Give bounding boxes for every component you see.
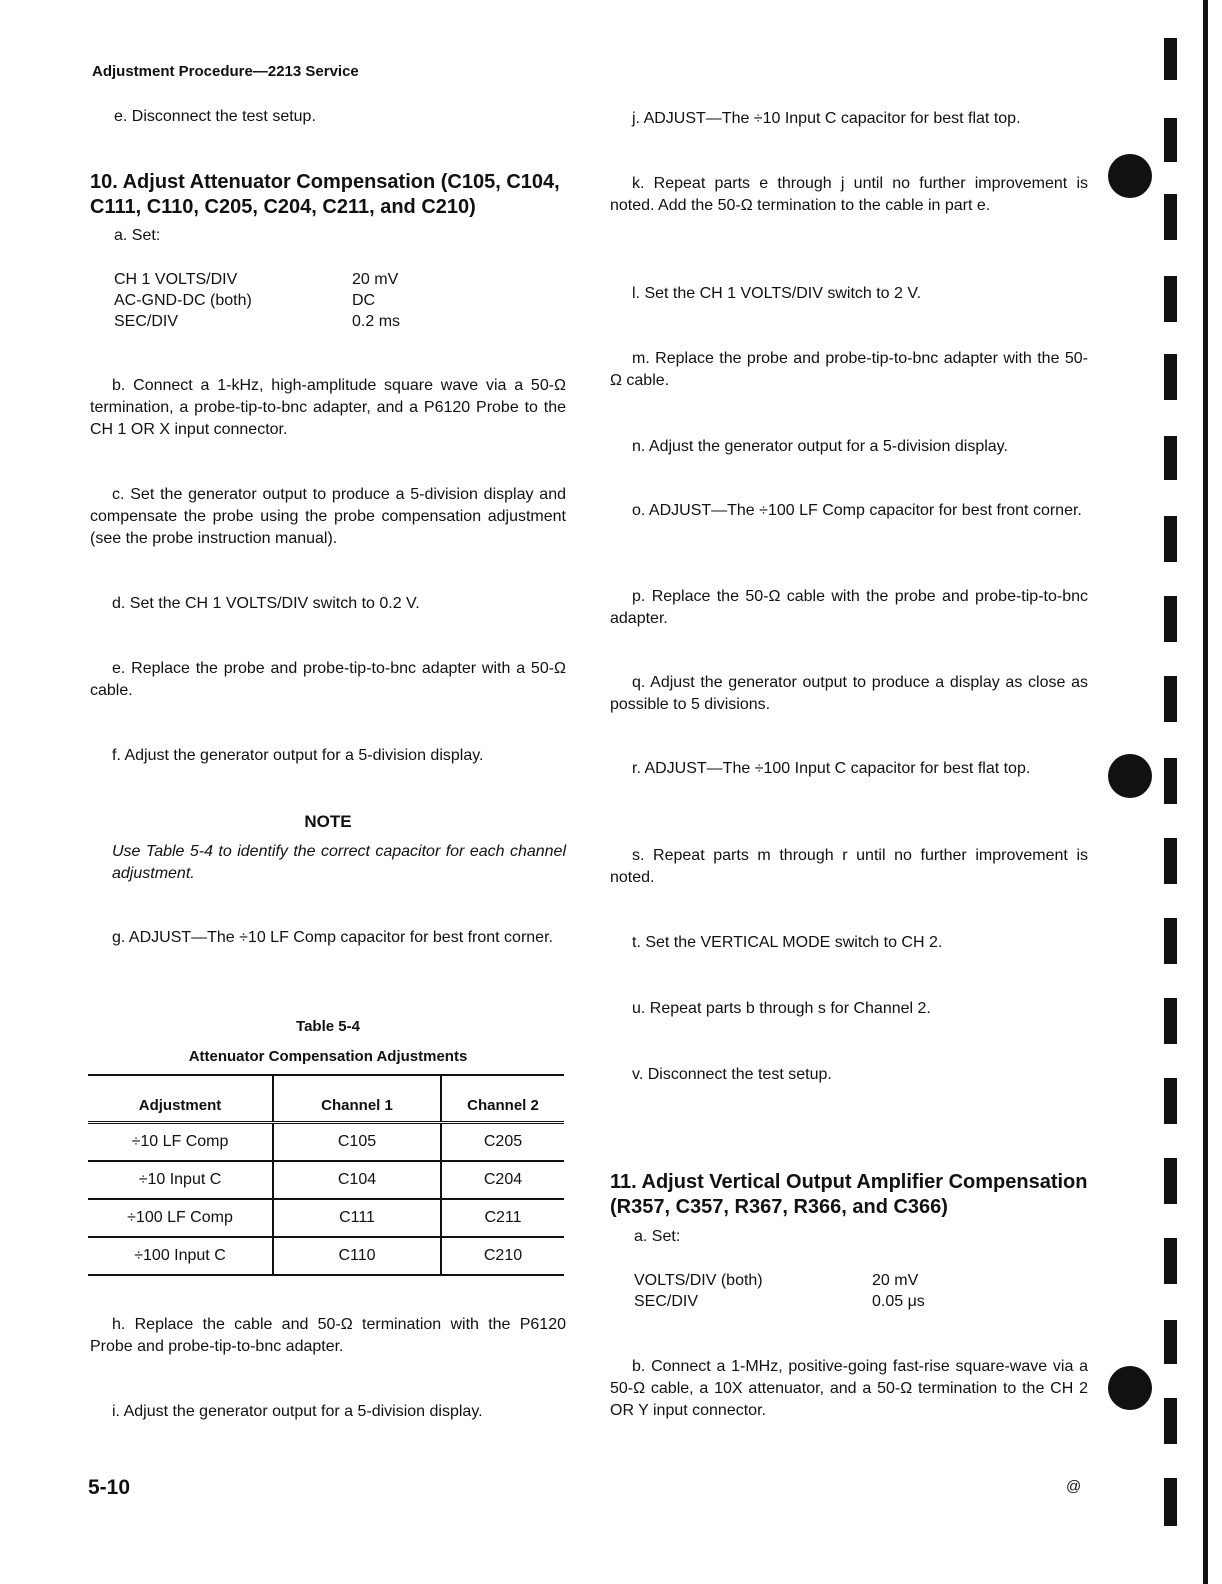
left-column <box>90 0 566 1584</box>
setting-key: VOLTS/DIV (both) <box>634 1272 763 1289</box>
change-bar <box>1164 1320 1177 1364</box>
step-a-set <box>610 1226 1088 1248</box>
table-row <box>88 1123 564 1162</box>
setting-value: 20 mV <box>352 271 399 288</box>
setting-row <box>114 311 400 332</box>
table-row <box>88 1161 564 1199</box>
step-h: h. Replace the cable and 50-Ω termination with the P6120 Probe and probe-tip-to-bnc adapter. <box>90 1316 566 1355</box>
change-bar <box>1164 998 1177 1044</box>
table-cell: ÷100 Input C <box>88 1237 273 1275</box>
step-s: s. Repeat parts m through r until no further improvement is noted. <box>610 847 1088 886</box>
setting-key: CH 1 VOLTS/DIV <box>114 271 238 288</box>
section-10-heading: 10. Adjust Attenuator Compensation (C105, C104, C111, C110, C205, C204, C211, and C210) <box>90 171 560 218</box>
section-11-heading: 11. Adjust Vertical Output Amplifier Compensation (R357, C357, R367, R366, and C366) <box>610 1171 1088 1218</box>
change-bar <box>1164 436 1177 480</box>
table-header-row <box>88 1075 564 1123</box>
table-cell: C205 <box>441 1123 564 1162</box>
setting-key: SEC/DIV <box>634 1293 699 1310</box>
change-bar <box>1164 918 1177 964</box>
note-title: NOTE <box>304 812 352 831</box>
setting-row <box>634 1291 925 1312</box>
setting-value: DC <box>352 292 376 309</box>
settings-list <box>114 269 400 332</box>
step-text: Disconnect the test setup. <box>131 108 316 125</box>
setting-value: 0.2 ms <box>352 313 401 330</box>
step-o: o. ADJUST—The ÷100 LF Comp capacitor for best front corner. <box>632 502 1082 519</box>
change-bar <box>1164 194 1177 240</box>
column-header: Channel 2 <box>441 1075 564 1123</box>
table-cell: C110 <box>273 1237 441 1275</box>
change-bar <box>1164 596 1177 642</box>
table-cell: C211 <box>441 1199 564 1237</box>
change-bar <box>1164 516 1177 562</box>
change-bar <box>1164 1398 1177 1444</box>
change-bar <box>1164 758 1177 804</box>
setting-row <box>114 269 400 290</box>
table-cell: ÷10 Input C <box>88 1161 273 1199</box>
change-bar <box>1164 1238 1177 1284</box>
change-bar <box>1164 1158 1177 1204</box>
right-column <box>610 0 1088 1584</box>
step-u: u. Repeat parts b through s for Channel 2. <box>632 1000 931 1017</box>
table-cell: C204 <box>441 1161 564 1199</box>
table-number: Table 5-4 <box>296 1018 360 1035</box>
settings-list <box>634 1270 925 1312</box>
table-title: Attenuator Compensation Adjustments <box>188 1048 468 1065</box>
step-p: p. Replace the 50-Ω cable with the probe and probe-tip-to-bnc adapter. <box>610 588 1088 627</box>
column-header: Channel 1 <box>273 1075 441 1123</box>
step-g: g. ADJUST—The ÷10 LF Comp capacitor for best front corner. <box>112 929 553 946</box>
step-d: d. Set the CH 1 VOLTS/DIV switch to 0.2 V. <box>112 595 420 612</box>
change-bar <box>1164 1078 1177 1124</box>
step-t: t. Set the VERTICAL MODE switch to CH 2. <box>632 934 943 951</box>
setting-key: AC-GND-DC (both) <box>114 292 252 309</box>
change-bar <box>1164 354 1177 400</box>
setting-row <box>114 290 400 311</box>
running-header: Adjustment Procedure—2213 Service <box>92 63 359 80</box>
change-bar <box>1164 838 1177 884</box>
step-text: Set: <box>651 1228 681 1245</box>
change-bar <box>1164 1478 1177 1526</box>
page-number: 5-10 <box>88 1476 131 1499</box>
table-cell: ÷10 LF Comp <box>88 1123 273 1162</box>
column-header: Adjustment <box>88 1075 273 1123</box>
step-f: f. Adjust the generator output for a 5-division display. <box>112 747 484 764</box>
step-b-right: b. Connect a 1-MHz, positive-going fast-rise square-wave via a 50-Ω cable, a 10X attenuator, and a 50-Ω termination to the CH 2 OR Y input connector. <box>610 1358 1088 1419</box>
step-e-disconnect <box>90 106 566 128</box>
step-e: e. Replace the probe and probe-tip-to-bnc adapter with a 50-Ω cable. <box>90 660 566 699</box>
step-label: a. <box>634 1228 648 1245</box>
note-body: Use Table 5-4 to identify the correct capacitor for each channel adjustment. <box>112 843 566 882</box>
step-label: a. <box>114 227 128 244</box>
footer-mark: @ <box>1066 1478 1082 1495</box>
setting-key: SEC/DIV <box>114 313 179 330</box>
setting-row <box>634 1270 925 1291</box>
step-j: j. ADJUST—The ÷10 Input C capacitor for best flat top. <box>632 110 1021 127</box>
punch-hole-dot <box>1108 754 1152 798</box>
step-l: l. Set the CH 1 VOLTS/DIV switch to 2 V. <box>632 285 922 302</box>
table-cell: C105 <box>273 1123 441 1162</box>
step-b: b. Connect a 1-kHz, high-amplitude square wave via a 50-Ω termination, a probe-tip-to-bnc adapter, and a P6120 Probe to the CH 1 OR X input connector. <box>90 377 566 438</box>
page-edge-line <box>1203 0 1208 1584</box>
change-bar <box>1164 38 1177 80</box>
step-q: q. Adjust the generator output to produce a display as close as possible to 5 divisions. <box>610 674 1088 713</box>
change-bar <box>1164 676 1177 722</box>
table-cell: C104 <box>273 1161 441 1199</box>
punch-hole-dot <box>1108 154 1152 198</box>
step-m: m. Replace the probe and probe-tip-to-bnc adapter with the 50-Ω cable. <box>610 350 1088 389</box>
setting-value: 0.05 μs <box>872 1293 925 1310</box>
step-a-set <box>90 225 566 247</box>
table-cell: C111 <box>273 1199 441 1237</box>
step-r: r. ADJUST—The ÷100 Input C capacitor for best flat top. <box>632 760 1031 777</box>
step-i: i. Adjust the generator output for a 5-division display. <box>112 1403 483 1420</box>
table-row <box>88 1199 564 1237</box>
table-cell: ÷100 LF Comp <box>88 1199 273 1237</box>
step-c: c. Set the generator output to produce a 5-division display and compensate the probe using the probe compensation adjustment (see the probe instruction manual). <box>90 486 566 547</box>
setting-value: 20 mV <box>872 1272 919 1289</box>
change-bar <box>1164 276 1177 322</box>
table-row <box>88 1237 564 1275</box>
step-k: k. Repeat parts e through j until no further improvement is noted. Add the 50-Ω termination to the cable in part e. <box>610 175 1088 214</box>
step-n: n. Adjust the generator output for a 5-division display. <box>632 438 1008 455</box>
table-cell: C210 <box>441 1237 564 1275</box>
attenuator-table <box>88 1074 564 1276</box>
change-bar <box>1164 118 1177 162</box>
punch-hole-dot <box>1108 1366 1152 1410</box>
step-label: e. <box>114 108 128 125</box>
step-v: v. Disconnect the test setup. <box>632 1066 832 1083</box>
step-text: Set: <box>131 227 161 244</box>
